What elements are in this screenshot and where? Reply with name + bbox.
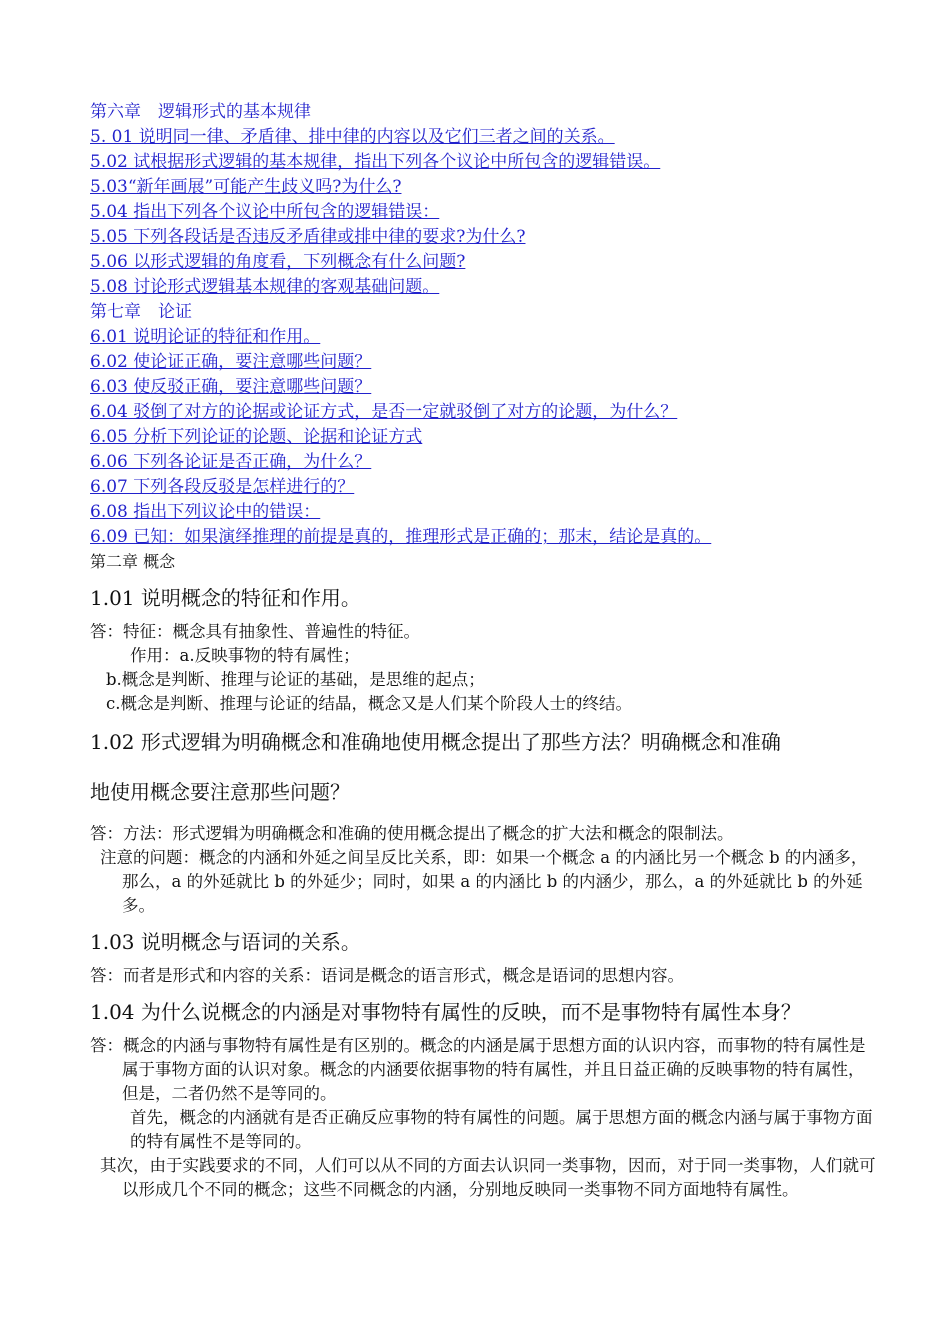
answer-1-04-para1: 答：概念的内涵与事物特有属性是有区别的。概念的内涵是属于思想方面的认识内容，而事物的特有属性是属于事物方面的认识对象。概念的内涵要依据事物的特有属性，并且日益正确的反映事物的特有属性，但是，二者仍然不是等同的。: [90, 1036, 866, 1103]
toc-link-6-03[interactable]: 6.03 使反驳正确，要注意哪些问题？: [90, 377, 372, 397]
question-1-02-line2: 地使用概念要注意那些问题？: [90, 780, 350, 804]
toc-link-5-08[interactable]: 5.08 讨论形式逻辑基本规律的客观基础问题。: [90, 277, 440, 297]
answer-1-04-para3: 其次，由于实践要求的不同，人们可以从不同的方面去认识同一类事物，因而，对于同一类事物，人们就可以形成几个不同的概念；这些不同概念的内涵，分别地反映同一类事物不同方面地特有属性。: [100, 1156, 876, 1199]
answer-1-01-line1: 答：特征：概念具有抽象性、普遍性的特征。: [90, 622, 420, 641]
chapter-2-heading: 第二章 概念: [90, 552, 176, 571]
toc-link-6-01[interactable]: 6.01 说明论证的特征和作用。: [90, 327, 321, 347]
table-of-contents: [90, 100, 880, 550]
answer-1-01-line4: c.概念是判断、推理与论证的结晶，概念又是人们某个阶段人士的终结。: [106, 694, 632, 713]
toc-link-6-06[interactable]: 6.06 下列各论证是否正确，为什么？: [90, 452, 372, 472]
toc-link-6-02[interactable]: 6.02 使论证正确，要注意哪些问题？: [90, 352, 372, 372]
toc-link-5-01[interactable]: 5. 01 说明同一律、矛盾律、排中律的内容以及它们三者之间的关系。: [90, 127, 615, 147]
answer-1-02-line2: 注意的问题：概念的内涵和外延之间呈反比关系，即：如果一个概念 a 的内涵比另一个概念 b 的内涵多，那么，a 的外延就比 b 的外延少；同时，如果 a 的内涵比 b 的内涵少，那么，a 的外延就比 b 的外延多。: [100, 848, 868, 915]
toc-link-5-03[interactable]: 5.03“新年画展”可能产生歧义吗?为什么?: [90, 177, 402, 197]
toc-link-5-04[interactable]: 5.04 指出下列各个议论中所包含的逻辑错误：: [90, 202, 440, 222]
answer-1-01-line2: 作用：a.反映事物的特有属性；: [130, 646, 360, 665]
toc-chapter-7[interactable]: 第七章 论证: [90, 302, 192, 322]
question-1-02-line1: 1.02 形式逻辑为明确概念和准确地使用概念提出了那些方法？明确概念和准确: [90, 730, 781, 754]
document-page: [90, 100, 880, 1202]
toc-chapter-6[interactable]: 第六章 逻辑形式的基本规律: [90, 102, 311, 122]
toc-link-5-05[interactable]: 5.05 下列各段话是否违反矛盾律或排中律的要求?为什么?: [90, 227, 526, 247]
answer-1-03: 答：而者是形式和内容的关系：语词是概念的语言形式，概念是语词的思想内容。: [90, 966, 684, 985]
toc-link-6-04[interactable]: 6.04 驳倒了对方的论据或论证方式，是否一定就驳倒了对方的论题，为什么？: [90, 402, 678, 422]
toc-link-6-08[interactable]: 6.08 指出下列议论中的错误：: [90, 502, 321, 522]
toc-link-6-09[interactable]: 6.09 已知：如果演绎推理的前提是真的，推理形式是正确的；那末，结论是真的。: [90, 527, 712, 547]
answer-1-02-line1: 答：方法：形式逻辑为明确概念和准确的使用概念提出了概念的扩大法和概念的限制法。: [90, 824, 734, 843]
question-1-03: 1.03 说明概念与语词的关系。: [90, 930, 361, 954]
question-1-01: 1.01 说明概念的特征和作用。: [90, 586, 361, 610]
toc-link-5-06[interactable]: 5.06 以形式逻辑的角度看，下列概念有什么问题?: [90, 252, 466, 272]
answer-1-01-line3: b.概念是判断、推理与论证的基础，是思维的起点；: [106, 670, 485, 689]
answer-1-04-para2: 首先，概念的内涵就有是否正确反应事物的特有属性的问题。属于思想方面的概念内涵与属于事物方面的特有属性不是等同的。: [130, 1108, 873, 1151]
toc-link-6-05[interactable]: 6.05 分析下列论证的论题、论据和论证方式: [90, 427, 423, 447]
toc-link-6-07[interactable]: 6.07 下列各段反驳是怎样进行的？: [90, 477, 355, 497]
toc-link-5-02[interactable]: 5.02 试根据形式逻辑的基本规律，指出下列各个议论中所包含的逻辑错误。: [90, 152, 661, 172]
question-1-04: 1.04 为什么说概念的内涵是对事物特有属性的反映，而不是事物特有属性本身？: [90, 1000, 801, 1024]
